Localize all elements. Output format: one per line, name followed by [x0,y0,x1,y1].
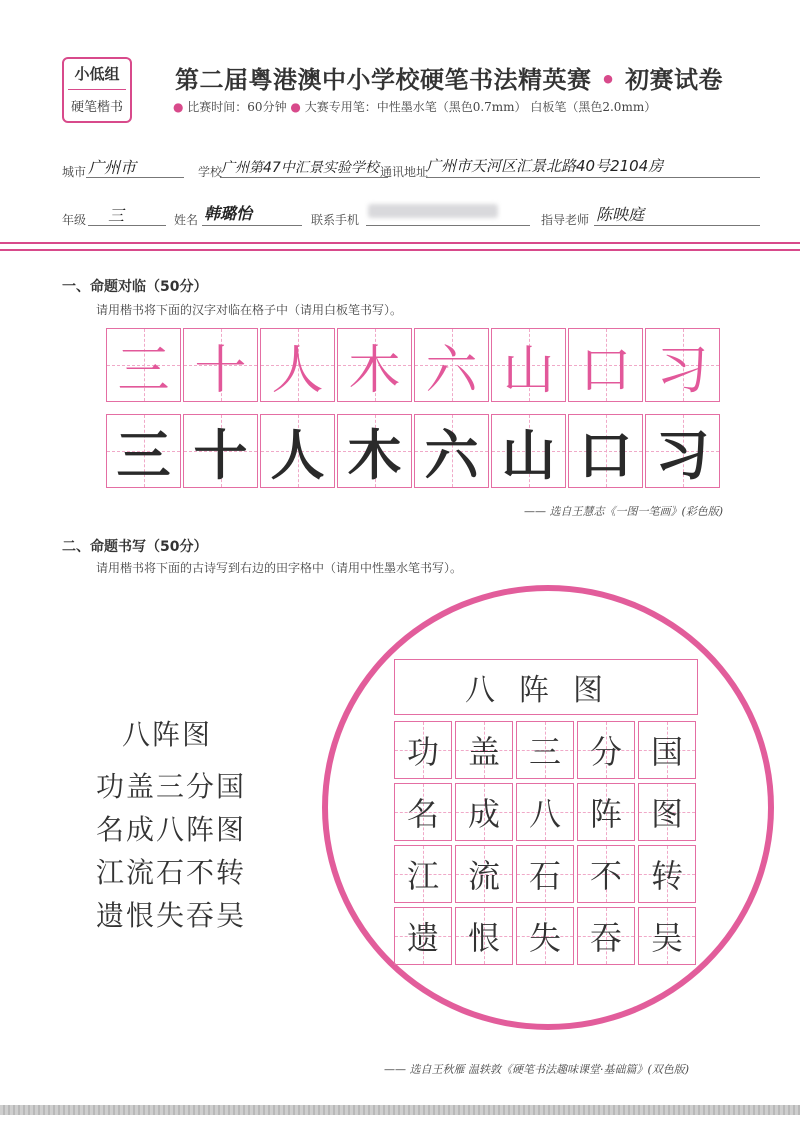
poem-grid-cell[interactable] [455,721,513,779]
model-cell [260,328,335,402]
teacher-value: 陈映庭 [596,205,645,224]
model-cell [183,328,258,402]
poem-grid-char: 阵 [589,795,622,833]
address-field[interactable] [426,177,760,178]
section2-heading: 二、命题书写（50分） [62,539,208,555]
model-char: 木 [348,340,401,401]
badge-category: 硬笔楷书 [70,100,123,115]
poem-grid-cell[interactable] [394,845,452,903]
model-char: 山 [502,340,555,401]
school-value: 广州第47中汇景实验学校 [221,160,379,176]
writing-grid[interactable] [106,414,722,488]
model-char: 六 [425,340,478,401]
section2-source: —— 选自王秋雁 温轶敦《硬笔书法趣味课堂·基础篇》(双色版) [384,1063,690,1076]
title-dot: • [591,66,626,94]
phone-label: 联系手机 [311,213,360,227]
poem-grid-char: 八 [528,795,561,833]
poem-grid-char: 转 [650,857,683,895]
poem-grid-cell[interactable] [455,845,513,903]
written-char: 口 [578,422,633,487]
model-cell [568,328,643,402]
school-label: 学校 [198,165,223,179]
poem-grid-char: 吴 [650,919,683,957]
name-label: 姓名 [174,213,199,227]
poem-grid-cell[interactable] [577,845,635,903]
page-title [175,60,723,95]
poem-grid-cell[interactable] [638,907,696,965]
title-suffix: 初赛试卷 [625,66,724,94]
grade-field[interactable] [88,225,166,226]
bottom-edge [0,1105,800,1115]
poem-grid-cell[interactable] [577,907,635,965]
written-char: 六 [424,422,479,487]
address-label: 通讯地址 [380,165,429,179]
poem-grid-char: 国 [650,733,683,771]
model-char: 人 [271,340,324,401]
poem-grid-row [394,907,699,969]
poem-grid-row [394,721,699,783]
city-value: 广州市 [88,158,137,177]
poem-grid-row [394,845,699,907]
section1-source: —— 选自王慧志《一图一笔画》(彩色版) [524,505,724,518]
header-divider-2 [0,249,800,251]
poem-grid-row [394,783,699,845]
poem-grid-cell[interactable] [394,907,452,965]
poem-grid-cell[interactable] [638,721,696,779]
written-cell[interactable] [568,414,643,488]
written-poem-title[interactable]: 八阵图 [394,659,698,715]
written-char: 三 [116,422,171,487]
teacher-label: 指导老师 [541,213,590,227]
title-main: 第二届粤港澳中小学校硬笔书法精英赛 [175,66,592,94]
poem-grid-cell[interactable] [516,721,574,779]
written-cell[interactable] [260,414,335,488]
poem-grid-cell[interactable] [638,783,696,841]
section1-heading: 一、命题对临（50分） [62,279,208,295]
poem-grid-cell[interactable] [577,783,635,841]
poem-grid-cell[interactable] [394,721,452,779]
poem-line: 江流石不转 [96,856,247,889]
written-cell[interactable] [337,414,412,488]
written-char: 山 [501,422,556,487]
poem-grid-char: 盖 [467,733,500,771]
group-badge [62,57,132,123]
section2-instruction: 请用楷书将下面的古诗写到右边的田字格中（请用中性墨水笔书写）。 [96,561,463,575]
model-char: 口 [579,340,632,401]
written-cell[interactable] [183,414,258,488]
poem-grid-char: 图 [650,795,683,833]
model-cell [414,328,489,402]
model-char: 十 [194,340,247,401]
model-cell [645,328,720,402]
poem-grid-char: 遗 [406,919,439,957]
poem-grid-char: 失 [528,919,561,957]
written-cell[interactable] [491,414,566,488]
section1-instruction: 请用楷书将下面的汉字对临在格子中（请用白板笔书写）。 [96,303,403,317]
poem-grid-cell[interactable] [455,783,513,841]
poem-grid-cell[interactable] [516,783,574,841]
poem-grid-char: 三 [528,733,561,771]
school-field[interactable] [220,177,388,178]
poem-title: 八阵图 [122,718,213,751]
poem-writing-grid[interactable] [394,721,699,969]
badge-group: 小低组 [74,65,120,83]
poem-grid-cell[interactable] [516,845,574,903]
written-char: 十 [193,422,248,487]
model-grid [106,328,722,402]
address-value: 广州市天河区汇景北路40号2104房 [426,157,664,175]
exam-time: 比赛时间：60分钟 [187,100,287,114]
model-cell [491,328,566,402]
poem-grid-char: 成 [467,795,500,833]
name-field[interactable] [202,225,302,226]
poem-grid-char: 流 [467,857,500,895]
model-cell [337,328,412,402]
poem-grid-char: 吞 [589,919,622,957]
model-char: 三 [117,340,170,401]
model-char: 习 [656,340,709,401]
poem-grid-char: 功 [406,733,439,771]
exam-info: ● 比赛时间：60分钟 ● 大赛专用笔：中性墨水笔（黑色0.7mm） 白板笔（黑色2.0mm） [173,100,657,114]
written-cell[interactable] [414,414,489,488]
poem-line: 遗恨失吞吴 [96,899,247,932]
poem-grid-cell[interactable] [455,907,513,965]
poem-grid-char: 名 [406,795,439,833]
poem-grid-cell[interactable] [516,907,574,965]
poem-grid-char: 分 [589,733,622,771]
badge-divider [68,89,126,90]
phone-field[interactable] [366,225,530,226]
poem-grid-cell[interactable] [638,845,696,903]
grade-label: 年级 [62,213,87,227]
header-divider [0,242,800,244]
city-label: 城市 [62,165,87,179]
grade-value: 三 [108,206,125,225]
written-char: 人 [270,422,325,487]
poem-grid-cell[interactable] [577,721,635,779]
poem-grid-char: 江 [406,857,439,895]
name-value: 韩璐怡 [204,204,253,223]
poem-line: 功盖三分国 [96,770,247,803]
poem-line: 名成八阵图 [96,813,247,846]
city-field[interactable] [86,177,184,178]
written-char: 习 [655,422,710,487]
poem-grid-char: 恨 [467,919,500,957]
written-cell[interactable] [106,414,181,488]
teacher-field[interactable] [594,225,760,226]
poem-grid-cell[interactable] [394,783,452,841]
exam-pens: 大赛专用笔：中性墨水笔（黑色0.7mm） 白板笔（黑色2.0mm） [304,100,657,114]
written-cell[interactable] [645,414,720,488]
poem-grid-char: 石 [528,857,561,895]
written-char: 木 [347,422,402,487]
poem-grid-char: 不 [589,857,622,895]
phone-value-redacted [368,204,498,218]
model-cell [106,328,181,402]
